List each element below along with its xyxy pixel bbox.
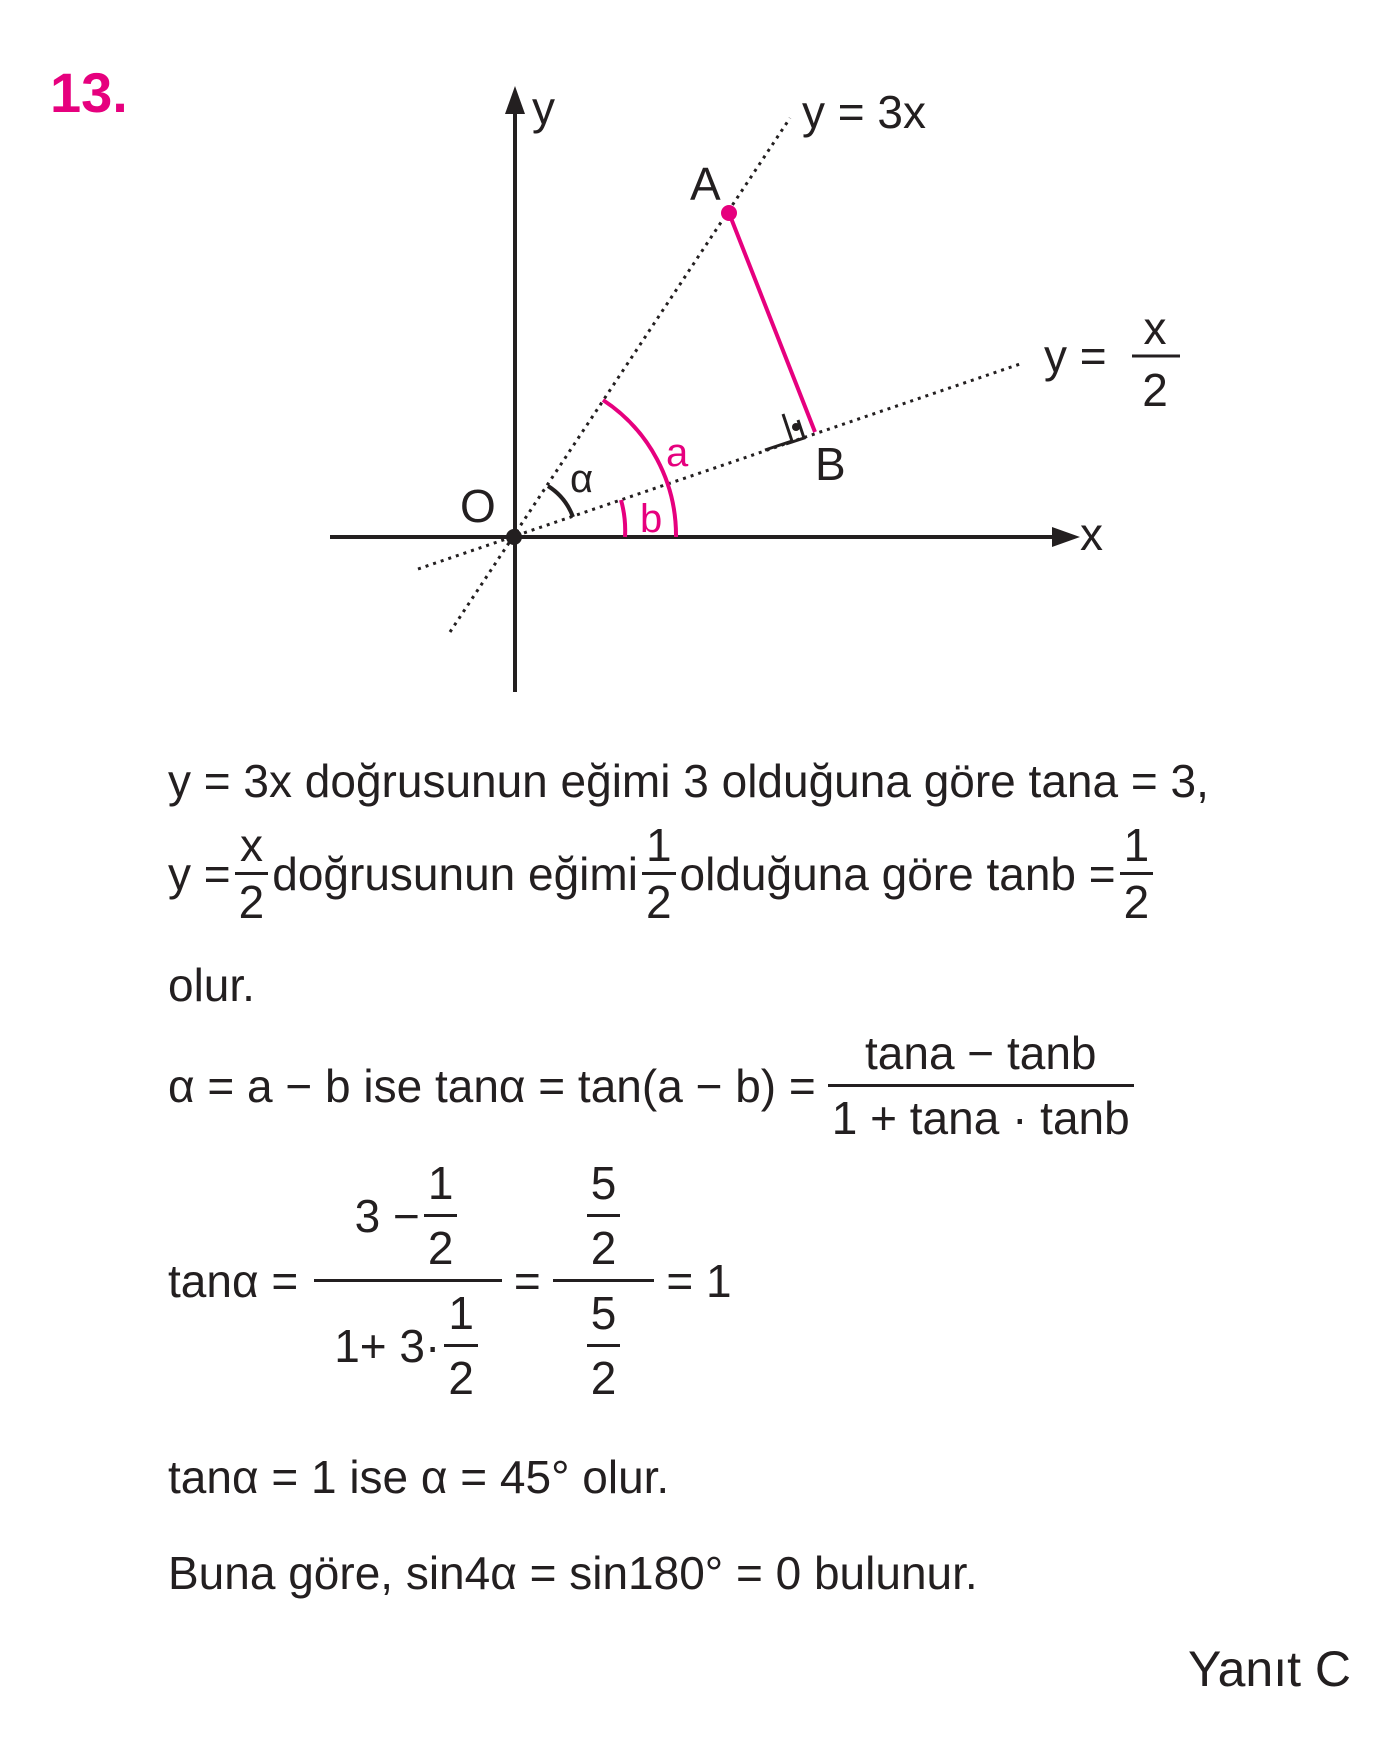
line4-fraction xyxy=(828,1027,1134,1144)
numerator-fraction xyxy=(587,1157,621,1274)
solution-line-3: olur. xyxy=(168,959,255,1011)
fraction-denominator: 2 xyxy=(642,872,676,925)
coordinate-figure xyxy=(0,0,1397,720)
fraction-numerator: 1 xyxy=(645,819,672,871)
line5-complex-fraction xyxy=(314,1157,502,1404)
complex-numerator xyxy=(351,1157,466,1279)
fraction-denominator: 1 + tana · tanb xyxy=(828,1084,1134,1141)
line4-lhs: α = a − b ise tanα = tan(a − b) = xyxy=(168,1059,816,1112)
fraction-numerator: 5 xyxy=(590,1287,617,1339)
line2-label-lhs: y = xyxy=(1044,330,1107,382)
fraction-denominator: 2 xyxy=(444,1344,478,1401)
line2-mid: doğrusunun eğimi xyxy=(272,847,638,900)
line2-lhs: y = xyxy=(168,847,231,900)
origin-label: O xyxy=(460,480,496,532)
fraction-numerator: tana − tanb xyxy=(865,1027,1097,1079)
line5-five-halves-fraction xyxy=(553,1157,655,1404)
segment-ab xyxy=(729,213,815,432)
solution-line-2 xyxy=(168,819,1157,928)
angle-b-arc xyxy=(621,500,625,537)
complex-denominator xyxy=(314,1279,502,1404)
fraction-numerator: 5 xyxy=(590,1157,617,1209)
y-axis-arrow-icon xyxy=(505,86,525,114)
solution-line-7: Buna göre, sin4α = sin180° = 0 bulunur. xyxy=(168,1547,978,1599)
point-b-label: B xyxy=(815,438,846,490)
fraction-denominator: 2 xyxy=(587,1214,621,1271)
line2-frac-x-over-2 xyxy=(235,819,269,928)
point-a xyxy=(721,205,737,221)
denominator-lead: 1+ 3· xyxy=(334,1319,441,1372)
point-a-label: A xyxy=(690,158,721,210)
answer-label: Yanıt C xyxy=(1187,1641,1351,1697)
line5-lhs: tanα = xyxy=(168,1254,299,1307)
fraction-denominator: 2 xyxy=(235,872,269,925)
solution-line-4 xyxy=(168,1027,1138,1144)
problem-number: 13. xyxy=(50,61,128,124)
denominator-fraction xyxy=(444,1287,478,1404)
x-axis-arrow-icon xyxy=(1052,527,1080,547)
line5-equals-1: = xyxy=(513,1254,541,1307)
right-angle-dot xyxy=(792,423,800,431)
fraction-denominator: 2 xyxy=(424,1214,458,1271)
solution-line-1: y = 3x doğrusunun eğimi 3 olduğuna göre tana = 3, xyxy=(168,755,1209,807)
fraction-numerator: 1 xyxy=(448,1287,474,1339)
angle-b-label: b xyxy=(640,497,663,541)
complex-numerator xyxy=(579,1157,629,1279)
line2-label-num: x xyxy=(1143,302,1167,354)
x-axis-label: x xyxy=(1080,508,1103,560)
fraction-numerator: 1 xyxy=(1123,819,1150,871)
line2-frac-tanb xyxy=(1120,819,1154,928)
line1-label: y = 3x xyxy=(802,86,927,138)
line2-after: olduğuna göre tanb = xyxy=(679,847,1116,900)
fraction-denominator: 2 xyxy=(587,1344,621,1401)
numerator-lead: 3 − xyxy=(354,1189,420,1242)
fraction-denominator: 2 xyxy=(1120,872,1154,925)
solution-line-5 xyxy=(168,1157,732,1404)
line5-equals-result: = 1 xyxy=(666,1254,732,1307)
line2-label-den: 2 xyxy=(1142,364,1168,416)
fraction-numerator: 1 xyxy=(427,1157,454,1209)
solution-line-6: tanα = 1 ise α = 45° olur. xyxy=(168,1451,670,1503)
angle-alpha-label: α xyxy=(570,457,594,501)
numerator-fraction xyxy=(424,1157,458,1274)
angle-a-label: a xyxy=(666,431,689,475)
complex-denominator xyxy=(553,1279,655,1404)
fraction-numerator: x xyxy=(239,819,263,871)
line-y-3x xyxy=(450,118,790,632)
denominator-fraction xyxy=(587,1287,621,1404)
line2-frac-slope xyxy=(642,819,676,928)
origin-point xyxy=(506,529,522,545)
y-axis-label: y xyxy=(532,82,555,134)
